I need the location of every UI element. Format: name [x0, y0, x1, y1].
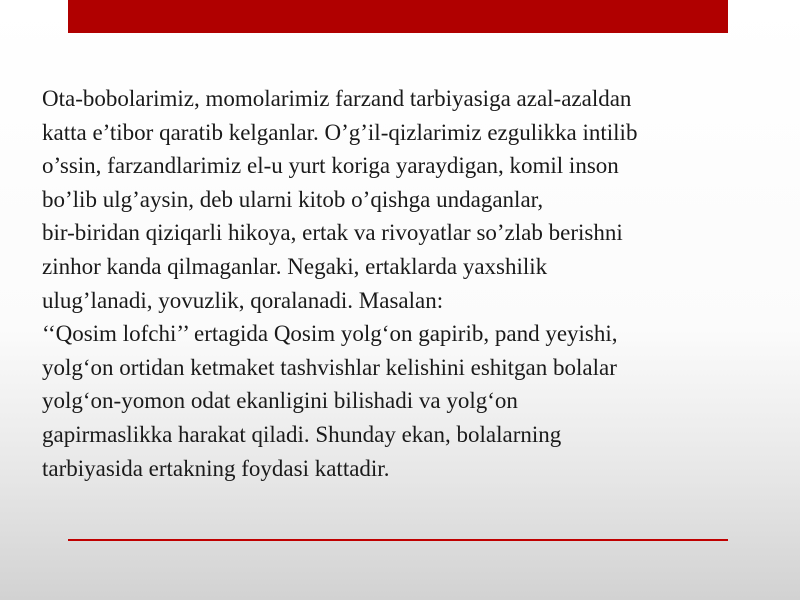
bottom-divider-line [68, 539, 728, 541]
body-paragraph [42, 82, 772, 485]
text-line: bir-biridan qiziqarli hikoya, ertak va rivoyatlar so’zlab berishni [42, 220, 623, 246]
text-line: Ota-bobolarimiz, momolarimiz farzand tarbiyasiga azal-azaldan [42, 86, 632, 111]
text-line: bo’lib ulg’aysin, deb ularni kitob o’qishga undaganlar, [42, 186, 544, 212]
text-line: gapirmaslikka harakat qiladi. Shunday ekan, bolalarning [42, 421, 562, 447]
top-accent-bar [68, 0, 728, 33]
text-line: tarbiyasida ertakning foydasi kattadir. [42, 455, 390, 481]
text-line: zinhor kanda qilmaganlar. Negaki, ertaklarda yaxshilik [42, 253, 548, 279]
text-line: ulug’lanadi, yovuzlik, qoralanadi. Masalan: [42, 287, 444, 313]
text-line: yolg‘on-yomon odat ekanligini bilishadi va yolg‘on [42, 388, 518, 414]
text-line: ‘‘Qosim lofchi’’ ertagida Qosim yolg‘on gapirib, pand yeyishi, [42, 321, 618, 347]
text-line: o’ssin, farzandlarimiz el-u yurt koriga yaraydigan, komil inson [42, 153, 619, 179]
text-line: yolg‘on ortidan ketmaket tashvishlar kelishini eshitgan bolalar [42, 354, 617, 380]
text-line: katta e’tibor qaratib kelganlar. O’g’il-qizlarimiz ezgulikka intilib [42, 119, 638, 145]
